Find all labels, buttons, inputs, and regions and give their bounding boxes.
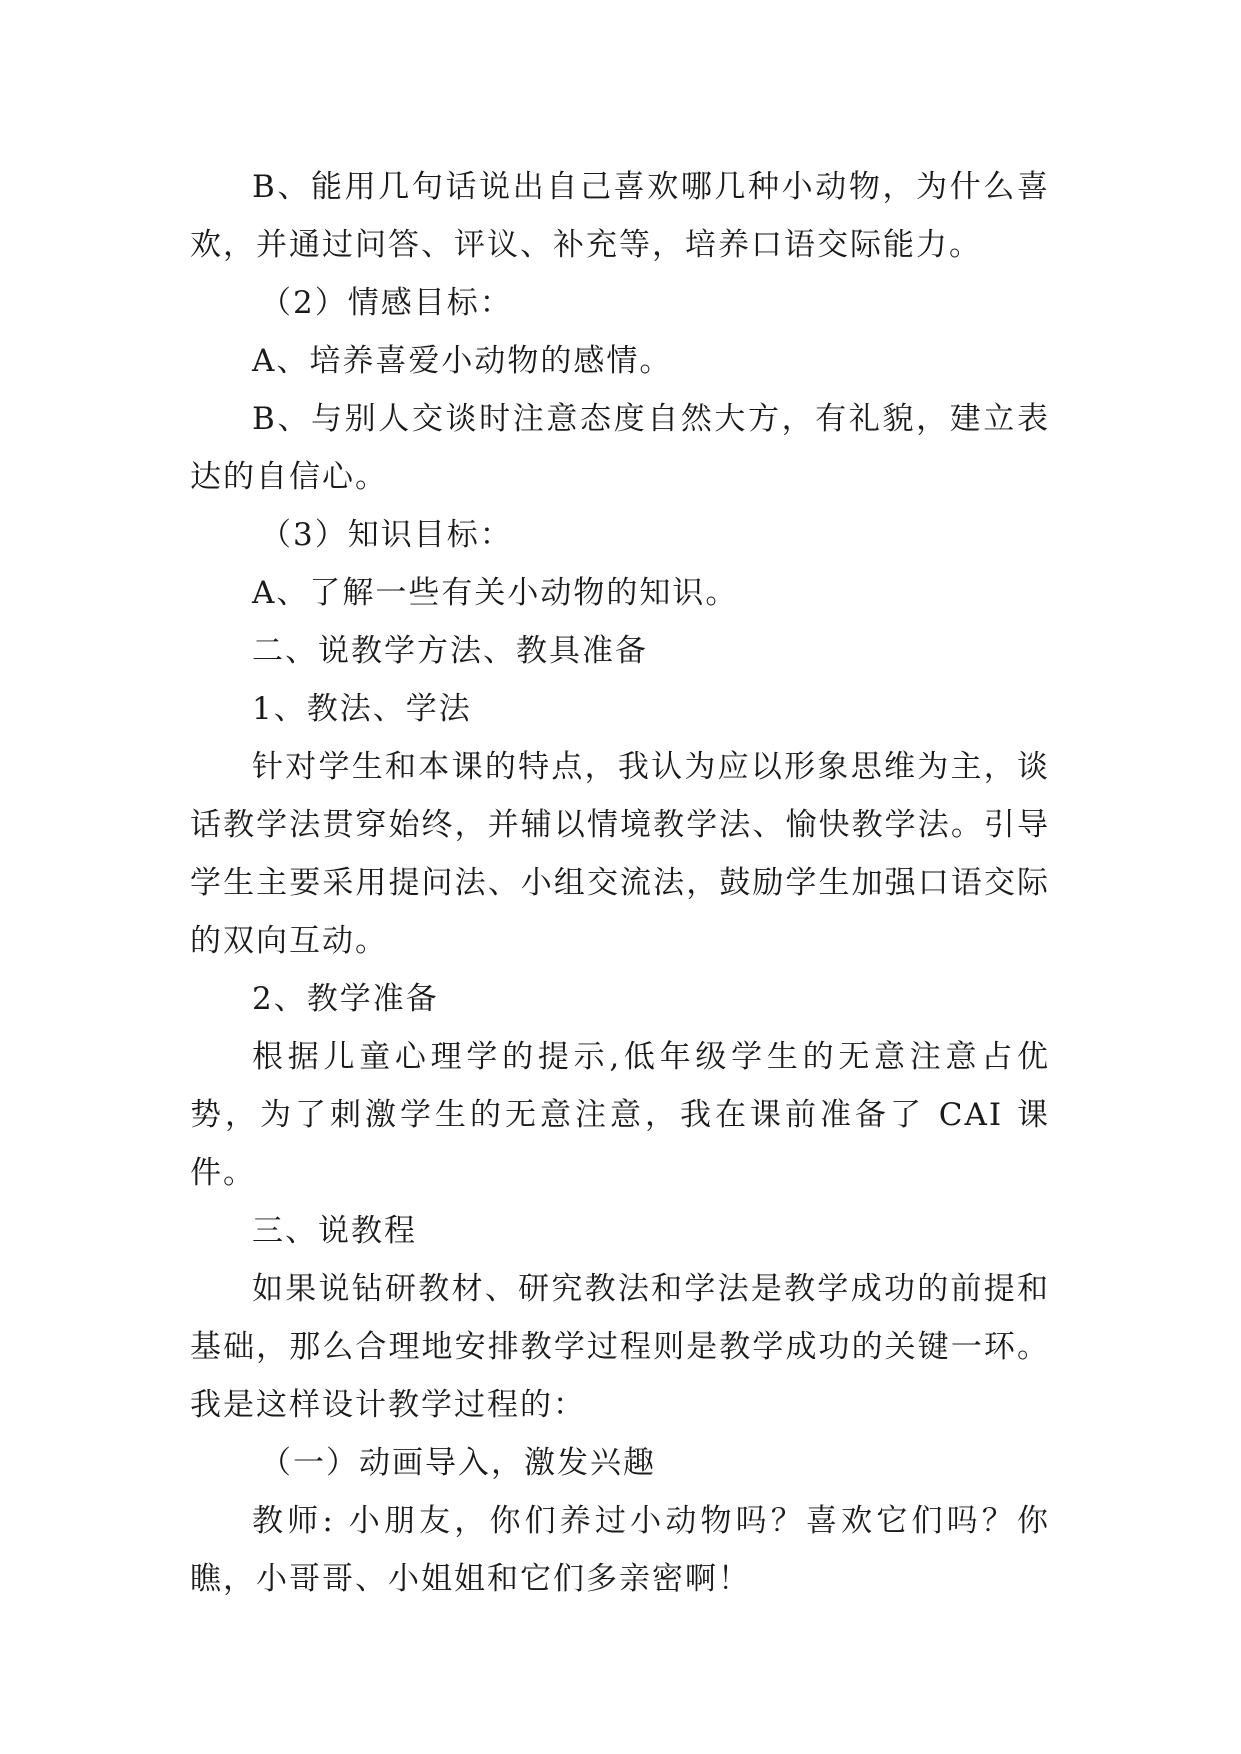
paragraph-knowledge-goal-a: A、了解一些有关小动物的知识。	[252, 575, 739, 611]
paragraph-preparation-description: 根据儿童心理学的提示,低年级学生的无意注意占优势，为了刺激学生的无意注意，我在课前准备了 CAI 课件。	[190, 1039, 1050, 1191]
document-body	[190, 158, 1050, 1608]
paragraph-emotional-goal-a: A、培养喜爱小动物的感情。	[252, 343, 673, 379]
section-heading-process: 三、说教程	[252, 1213, 417, 1249]
subheading-teaching-preparation: 2、教学准备	[252, 981, 439, 1017]
section-heading-methods: 二、说教学方法、教具准备	[252, 633, 648, 669]
paragraph-methods-description: 针对学生和本课的特点，我认为应以形象思维为主，谈话教学法贯穿始终，并辅以情境教学法、愉快教学法。引导学生主要采用提问法、小组交流法，鼓励学生加强口语交际的双向互动。	[190, 749, 1050, 959]
subheading-animation-intro: （一）动画导入，激发兴趣	[260, 1445, 656, 1481]
paragraph-emotional-goal-b: B、与别人交谈时注意态度自然大方，有礼貌，建立表达的自信心。	[190, 401, 1050, 495]
subheading-teaching-learning-methods: 1、教法、学法	[252, 691, 472, 727]
heading-knowledge-goal: （3）知识目标：	[260, 517, 513, 553]
heading-emotional-goal: （2）情感目标：	[260, 285, 513, 321]
paragraph-process-intro: 如果说钻研教材、研究教法和学法是教学成功的前提和基础，那么合理地安排教学过程则是教学成功的关键一环。我是这样设计教学过程的：	[190, 1271, 1050, 1423]
paragraph-ability-goal-b: B、能用几句话说出自己喜欢哪几种小动物，为什么喜欢，并通过问答、评议、补充等，培养口语交际能力。	[190, 169, 1050, 263]
paragraph-teacher-dialogue: 教师: 小朋友，你们养过小动物吗？喜欢它们吗？你瞧，小哥哥、小姐姐和它们多亲密啊！	[190, 1503, 1050, 1597]
